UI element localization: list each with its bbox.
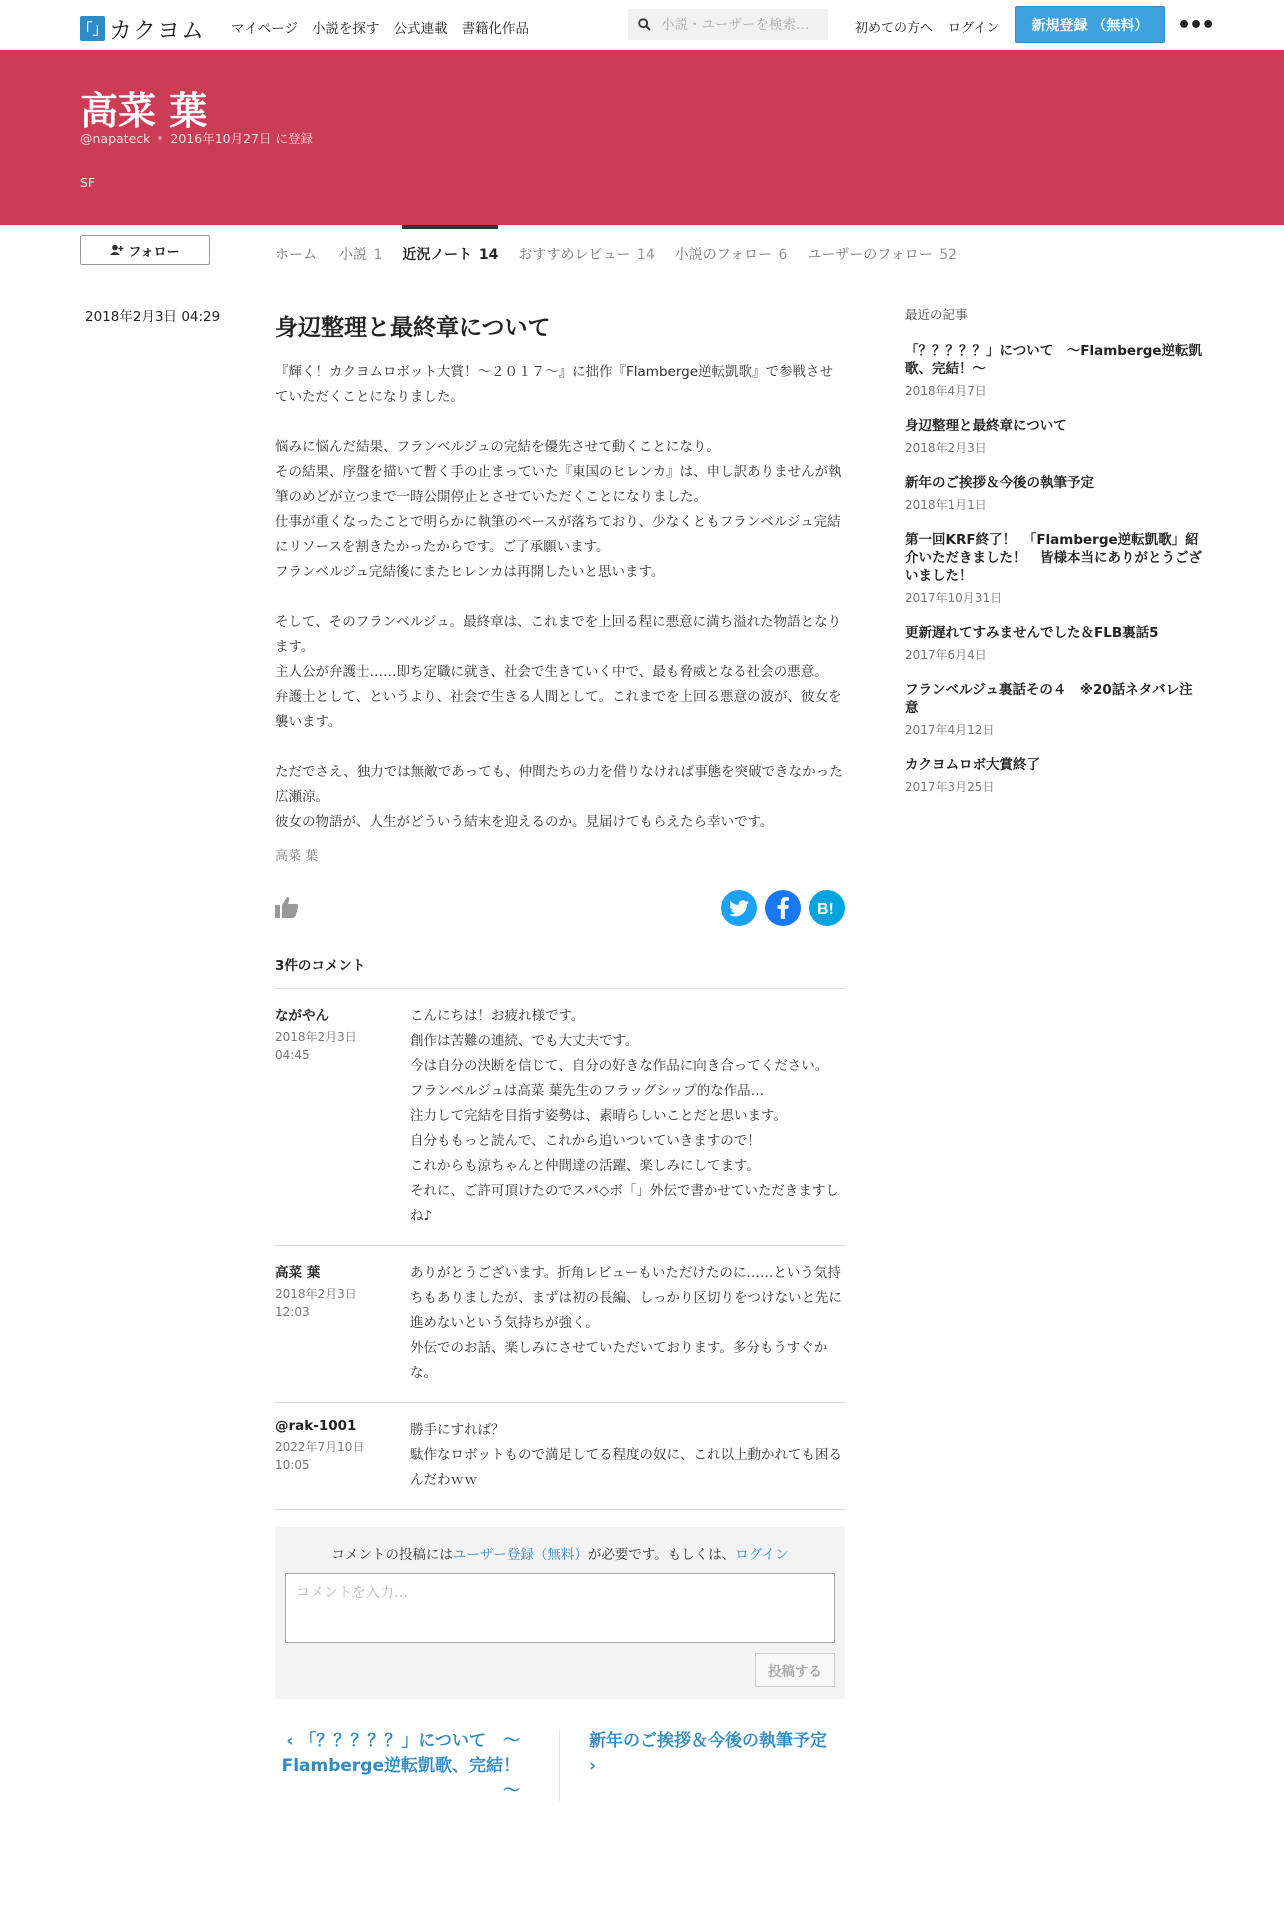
recent-post-title: カクヨムロボ大賞終了 xyxy=(905,757,1040,773)
comment-line: 駄作なロボットもので満足してる程度の奴に、これ以上動かれても困るんだわｗｗ xyxy=(410,1447,842,1488)
tab-label: 小説のフォロー xyxy=(674,247,773,263)
profile-handle: @napateck xyxy=(80,130,151,146)
comment-author[interactable]: @rak-1001 xyxy=(275,1418,357,1434)
login-link[interactable]: ログイン xyxy=(948,21,1000,36)
recent-post-title: 新年のご挨拶＆今後の執筆予定 xyxy=(905,475,1094,491)
notice-text: が必要です。もしくは、 xyxy=(587,1547,736,1563)
tab-label: 近況ノート xyxy=(402,247,472,263)
search-box[interactable] xyxy=(628,9,828,40)
logo-text: カクヨム xyxy=(109,18,205,44)
profile-name: 高菜 葉 xyxy=(80,89,208,133)
share-buttons xyxy=(721,890,845,926)
tab-label: おすすめレビュー xyxy=(518,247,631,263)
recent-post-title: 身辺整理と最終章について xyxy=(905,418,1067,434)
recent-post-date: 2017年10月31日 xyxy=(905,591,1003,605)
comment-line: 注力して完結を目指す姿勢は、素晴らしいことだと思います。 xyxy=(410,1108,787,1124)
recent-post-date: 2017年3月25日 xyxy=(905,780,995,794)
site-logo[interactable] xyxy=(77,12,205,45)
comment-line: 外伝でのお話、楽しみにさせていただいております。多分もうすぐかな。 xyxy=(410,1340,828,1381)
comment-line: 勝手にすれば？ xyxy=(410,1422,505,1438)
search-icon xyxy=(638,18,651,31)
signup-button[interactable]: 新規登録 （無料） xyxy=(1015,6,1165,43)
profile-genre: SF xyxy=(80,175,96,190)
post-paragraph xyxy=(275,410,845,435)
recent-post-title: 「？？？？？」について ～Flamberge逆転凱歌、完結！～ xyxy=(905,343,1203,377)
submit-comment-button[interactable]: 投稿する xyxy=(755,1653,835,1687)
recent-posts-sidebar xyxy=(905,305,1205,795)
comment-line: こんにちは！お疲れ様です。 xyxy=(410,1008,585,1024)
comment-form xyxy=(275,1527,845,1699)
comment-time: 04:45 xyxy=(275,1048,310,1062)
search-input[interactable] xyxy=(661,17,821,33)
tab-label: ユーザーのフォロー xyxy=(807,247,933,263)
comment-body xyxy=(410,1418,845,1493)
recent-post-item[interactable] xyxy=(905,531,1205,606)
prev-post-link[interactable] xyxy=(275,1729,545,1804)
profile-tabs xyxy=(275,225,977,279)
recent-post-title: 更新遅れてすみませんでした＆FLB裏話5 xyxy=(905,625,1159,641)
comment-time: 10:05 xyxy=(275,1458,310,1472)
post-paragraph: 弁護士として、というより、社会で生きる人間として。これまでを上回る悪意の波が、彼女を襲います。 xyxy=(275,689,842,730)
nav-mypage[interactable]: マイページ xyxy=(231,21,298,37)
comment-timestamp xyxy=(275,1028,365,1064)
post-paragraph: 彼女の物語が、人生がどういう結末を迎えるのか。見届けてもらえたら幸いです。 xyxy=(275,814,774,830)
recent-post-item[interactable] xyxy=(905,756,1205,795)
post-title: 身辺整理と最終章について xyxy=(275,315,551,341)
comment-line: これからも涼ちゃんと仲間達の活躍、楽しみにしてます。 xyxy=(410,1158,760,1174)
svg-text:B!: B! xyxy=(817,901,834,917)
comment-line: それに、ご許可頂けたのでスパ◇ボ「」外伝で書かせていただきますしね♪ xyxy=(410,1183,839,1224)
post-paragraph: その結果、序盤を描いて暫く手の止まっていた『東国のヒレンカ』は、申し訳ありませんが執筆のめどが立つまで一時公開停止とさせていただくことになりました。 xyxy=(275,464,842,505)
chevron-right-icon: › xyxy=(589,1756,597,1776)
nav-published-works[interactable]: 書籍化作品 xyxy=(461,21,529,37)
recent-post-title: 第一回KRF終了！ 「Flamberge逆転凱歌」紹介いただきました！ 皆様本当にありがとうございました！ xyxy=(905,532,1202,584)
recent-post-date: 2018年2月3日 xyxy=(905,441,987,455)
post-paragraph: 仕事が重くなったことで明らかに執筆のペースが落ちており、少なくともフランベルジュ完結にリソースを割きたかったからです。ご了承願います。 xyxy=(275,514,841,555)
hatena-bookmark-icon[interactable] xyxy=(809,890,845,926)
main-nav xyxy=(231,17,529,37)
signup-link[interactable]: ユーザー登録（無料） xyxy=(452,1547,588,1563)
tab-count: 1 xyxy=(373,247,383,263)
comment-date: 2018年2月3日 xyxy=(275,1287,357,1301)
pager-divider xyxy=(559,1729,560,1801)
comment-date: 2022年7月10日 xyxy=(275,1440,365,1454)
follow-button[interactable] xyxy=(80,235,210,265)
tab-home[interactable] xyxy=(275,225,319,279)
tab-count: 14 xyxy=(478,247,499,263)
tab-label: ホーム xyxy=(275,247,317,263)
post-paragraph: 悩みに悩んだ結果、フランベルジュの完結を優先させて動くことになり。 xyxy=(275,439,720,455)
post-paragraph: 主人公が弁護士……即ち定職に就き、社会で生きていく中で、最も脅威となる社会の悪意。 xyxy=(275,664,828,680)
comment-input[interactable] xyxy=(285,1573,835,1643)
comment-timestamp xyxy=(275,1438,365,1474)
comment-login-link[interactable]: ログイン xyxy=(735,1547,789,1563)
article xyxy=(275,305,845,1819)
post-paragraph: 『輝く！カクヨムロボット大賞！～２０１７～』に拙作『Flamberge逆転凱歌』で参戦させていただくことになりました。 xyxy=(275,364,834,405)
notice-text: コメントの投稿には xyxy=(331,1547,453,1563)
comment-author[interactable]: ながやん xyxy=(275,1008,329,1024)
post-signature: 高菜 葉 xyxy=(275,849,319,864)
recent-post-date: 2018年4月7日 xyxy=(905,384,987,398)
recent-post-title: フランベルジュ裏話その４ ※20話ネタバレ注意 xyxy=(905,682,1193,716)
comment-line: 今は自分の決断を信じて、自分の好きな作品に向き合ってください。 xyxy=(410,1058,829,1074)
sidebar-title: 最近の記事 xyxy=(905,307,968,322)
tab-user-follows[interactable] xyxy=(807,225,957,279)
post-body xyxy=(275,360,845,835)
comment-timestamp xyxy=(275,1285,365,1321)
recent-post-date: 2017年4月12日 xyxy=(905,723,995,737)
comment-item xyxy=(275,1246,845,1403)
comments-title: 3件のコメント xyxy=(275,954,845,989)
post-pager xyxy=(275,1729,845,1819)
comment-form-notice xyxy=(285,1543,835,1563)
comment-author[interactable]: 高菜 葉 xyxy=(275,1265,321,1281)
tab-news-notes[interactable] xyxy=(402,225,498,279)
comment-time: 12:03 xyxy=(275,1305,310,1319)
comment-body xyxy=(410,1004,845,1229)
tab-novels[interactable] xyxy=(339,225,382,279)
recent-post-date: 2017年6月4日 xyxy=(905,648,987,662)
recent-post-date: 2018年1月1日 xyxy=(905,498,987,512)
comment-item xyxy=(275,989,845,1246)
facebook-icon[interactable] xyxy=(765,890,801,926)
tab-novel-follows[interactable] xyxy=(675,225,788,279)
tab-label: 小説 xyxy=(339,247,367,263)
comment-date: 2018年2月3日 xyxy=(275,1030,357,1044)
next-post-title: 新年のご挨拶＆今後の執筆予定 xyxy=(589,1731,827,1751)
post-paragraph xyxy=(275,735,845,760)
post-paragraph: フランベルジュ完結後にまたヒレンカは再開したいと思います。 xyxy=(275,564,665,580)
profile-meta xyxy=(80,129,313,147)
top-header xyxy=(0,0,1284,50)
profile-hero xyxy=(0,50,1284,225)
recent-post-item[interactable] xyxy=(905,681,1205,738)
post-paragraph: ただでさえ、独力では無敵であっても、仲間たちの力を借りなければ事態を突破できなかった広瀬涼。 xyxy=(275,764,843,805)
comment-item xyxy=(275,1403,845,1510)
share-row xyxy=(275,884,845,944)
tab-count: 6 xyxy=(778,247,788,263)
beginners-link[interactable]: 初めての方へ xyxy=(855,21,934,36)
recent-post-item[interactable] xyxy=(905,342,1205,399)
recent-post-item[interactable] xyxy=(905,417,1205,456)
logo-mark-icon: 「」 xyxy=(80,16,105,41)
chevron-left-icon: ‹ xyxy=(286,1731,300,1751)
comment-line: 創作は苦難の連続、でも大丈夫です。 xyxy=(410,1033,639,1049)
thumbs-up-icon[interactable] xyxy=(275,896,299,922)
twitter-icon[interactable] xyxy=(721,890,757,926)
tab-recommended-reviews[interactable] xyxy=(518,225,654,279)
nav-official-series[interactable]: 公式連載 xyxy=(393,21,448,37)
prev-post-title: 「？？？？？」について ～Flamberge逆転凱歌、完結！～ xyxy=(281,1731,520,1801)
more-dots-icon[interactable]: ••• xyxy=(1177,13,1214,38)
tab-count: 14 xyxy=(636,247,655,263)
post-date: 2018年2月3日 04:29 xyxy=(85,309,221,325)
comment-body xyxy=(410,1261,845,1386)
separator-dot xyxy=(158,136,162,140)
follow-label: フォロー xyxy=(128,243,180,259)
comment-line: ありがとうございます。折角レビューもいただけたのに……という気持ちもありましたが、まずは初の長編、しっかり区切りをつけないと先に進めないという気持ちが強く。 xyxy=(410,1265,842,1331)
next-post-link[interactable] xyxy=(589,1729,829,1779)
profile-registered: 2016年10月27日 に登録 xyxy=(170,131,313,146)
tab-count: 52 xyxy=(939,247,958,263)
nav-find-novels[interactable]: 小説を探す xyxy=(311,21,380,37)
post-paragraph: そして、そのフランベルジュ。最終章は、これまでを上回る程に悪意に満ち溢れた物語となります。 xyxy=(275,614,842,655)
recent-post-item[interactable] xyxy=(905,624,1205,663)
post-paragraph xyxy=(275,585,845,610)
comment-line: 自分ももっと読んで、これから追いついていきますので！ xyxy=(410,1133,761,1149)
recent-post-item[interactable] xyxy=(905,474,1205,513)
follow-user-icon xyxy=(110,244,124,256)
comment-line: フランベルジュは高菜 葉先生のフラッグシップ的な作品… xyxy=(410,1083,765,1099)
